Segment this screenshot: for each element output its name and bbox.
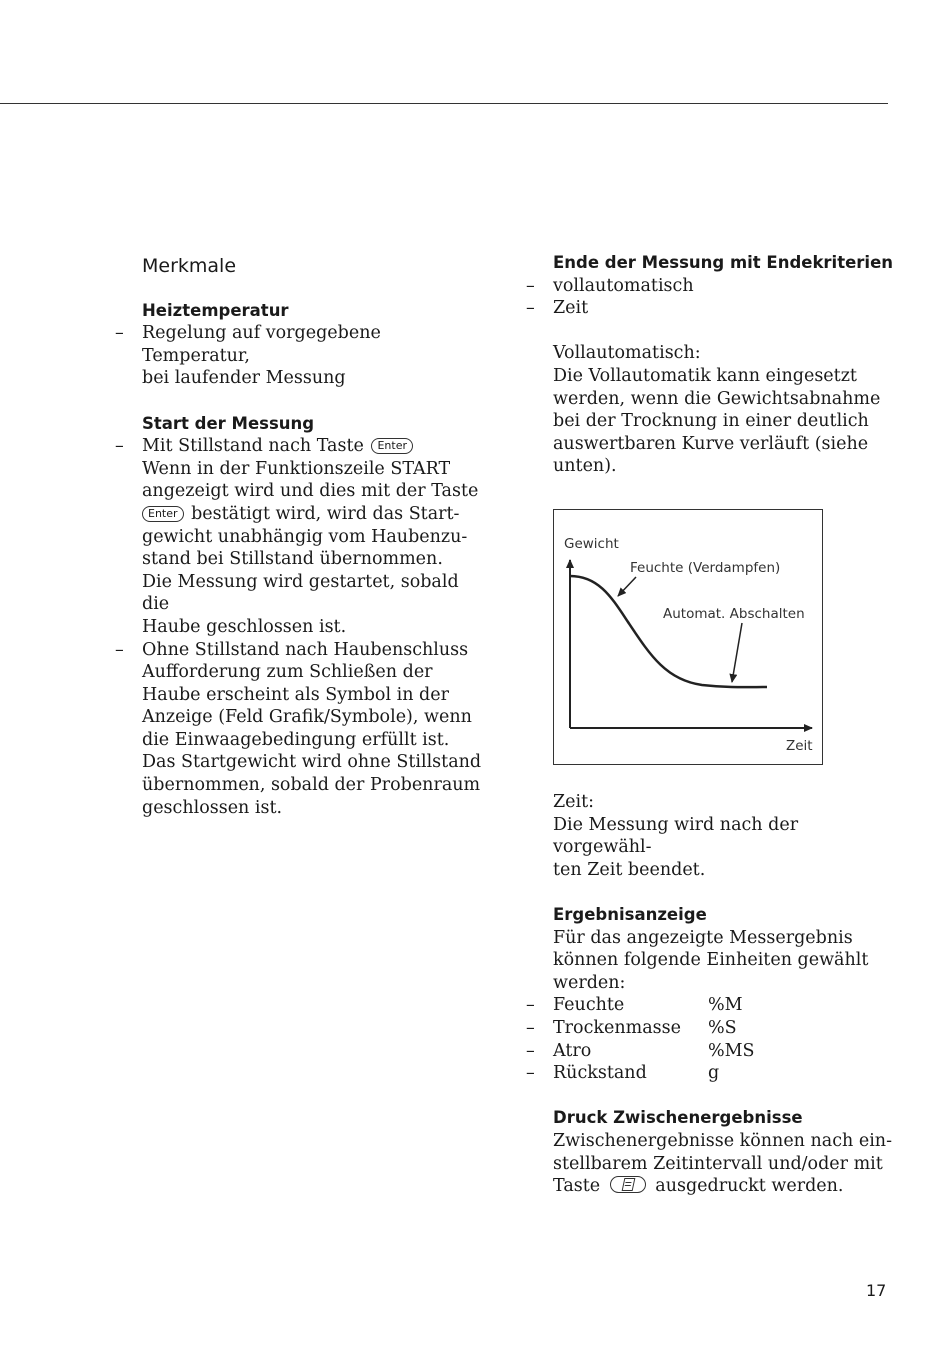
text-span: Mit Stillstand nach Taste <box>142 436 364 457</box>
unit-name: Trockenmasse <box>553 1017 681 1038</box>
text-line: stellbarem Zeitintervall und/oder mit <box>553 1153 883 1174</box>
annotation-abschalten: Automat. Abschalten <box>663 606 805 622</box>
list-item <box>526 297 898 320</box>
ergebnis-heading: Ergebnisanzeige <box>553 904 707 924</box>
x-axis-label: Zeit <box>786 738 813 754</box>
text-line: können folgende Einheiten gewählt <box>553 950 869 971</box>
unit-name: Feuchte <box>553 995 625 1016</box>
text-line: werden: <box>553 972 626 993</box>
arrow-abschalten <box>732 623 742 682</box>
unit-row <box>526 994 898 1017</box>
enter-key-icon: Enter <box>371 438 413 454</box>
text-line: bei der Trocknung in einer deutlich <box>553 411 869 432</box>
text-line: Die Vollautomatik kann eingesetzt <box>553 365 857 386</box>
text-line: Anzeige (Feld Grafik/Symbole), wenn <box>142 707 472 728</box>
list-item <box>526 275 898 298</box>
list-item <box>115 435 487 638</box>
y-axis-label: Gewicht <box>564 536 619 552</box>
text-line: gewicht unabhängig vom Haubenzu- <box>142 526 468 547</box>
text-line: Haube geschlossen ist. <box>142 616 347 637</box>
text-line: Aufforderung zum Schließen der <box>142 662 433 683</box>
druck-heading: Druck Zwischenergebnisse <box>553 1108 803 1128</box>
list-dash: – <box>526 1017 535 1038</box>
text-line: Die Messung wird nach der vorgewähl- <box>553 814 799 858</box>
text-line: übernommen, sobald der Probenraum <box>142 775 481 796</box>
list-dash: – <box>526 1063 535 1084</box>
text-line: Zwischenergebnisse können nach ein- <box>553 1130 892 1151</box>
text-line: geschlossen ist. <box>142 797 283 818</box>
text-line: werden, wenn die Gewichtsabnahme <box>553 388 881 409</box>
text-line <box>142 503 487 526</box>
unit-row <box>526 1062 898 1085</box>
start-heading: Start der Messung <box>142 413 315 433</box>
text-line: Regelung auf vorgegebene Temperatur, <box>142 323 381 366</box>
text-line: Haube erscheint als Symbol in der <box>142 684 449 705</box>
print-key-icon <box>610 1176 646 1193</box>
right-column-top <box>526 252 898 478</box>
text-line: die Einwaagebedingung erfüllt ist. <box>142 729 450 750</box>
text-span: Taste <box>553 1176 601 1197</box>
page-number: 17 <box>866 1281 887 1300</box>
unit-symbol: %M <box>708 995 743 1016</box>
list-dash: – <box>115 639 124 660</box>
text-line: Ohne Stillstand nach Haubenschluss <box>142 639 469 660</box>
text-line: Vollautomatisch: <box>553 343 701 364</box>
list-dash: – <box>526 298 535 319</box>
text-line: Zeit: <box>553 792 595 812</box>
unit-symbol: %MS <box>708 1040 755 1061</box>
text-line: Das Startgewicht wird ohne Stillstand <box>142 752 482 773</box>
text-line: stand bei Stillstand übernommen. <box>142 549 443 570</box>
text-line: auswertbaren Kurve verläuft (siehe <box>553 433 869 454</box>
text-line: Die Messung wird gestartet, sobald die <box>142 571 459 615</box>
drying-curve-figure <box>553 509 823 765</box>
text-line: angezeigt wird und dies mit der Taste <box>142 481 479 502</box>
left-column <box>115 252 487 819</box>
list-dash: – <box>526 995 535 1016</box>
text-line: vollautomatisch <box>553 275 694 296</box>
drying-curve <box>570 576 767 687</box>
text-line: ten Zeit beendet. <box>553 859 706 880</box>
text-line: unten). <box>553 456 617 477</box>
annotation-feuchte: Feuchte (Verdampfen) <box>630 560 781 576</box>
enter-key-icon: Enter <box>142 506 184 522</box>
heiztemperatur-heading: Heiztemperatur <box>142 300 289 320</box>
text-line: Zeit <box>553 298 589 319</box>
text-line: Für das angezeigte Messergebnis <box>553 927 853 948</box>
list-item <box>115 639 487 820</box>
unit-name: Atro <box>553 1040 592 1061</box>
list-dash: – <box>526 1040 535 1061</box>
text-line: Wenn in der Funktionszeile START <box>142 458 451 479</box>
unit-symbol: %S <box>708 1017 737 1038</box>
text-span: ausgedruckt werden. <box>655 1176 844 1197</box>
list-item <box>115 322 487 390</box>
arrow-feuchte <box>618 577 636 596</box>
text-span: bestätigt wird, wird das Start- <box>191 503 460 524</box>
text-line <box>142 435 487 458</box>
unit-name: Rückstand <box>553 1063 647 1084</box>
unit-row <box>526 1017 898 1040</box>
right-column-bottom <box>526 791 898 1198</box>
list-dash: – <box>115 323 124 344</box>
list-dash: – <box>526 275 535 296</box>
header-rule <box>0 103 888 104</box>
ende-heading: Ende der Messung mit Endekriterien <box>553 253 894 272</box>
unit-symbol: g <box>708 1063 720 1084</box>
drying-curve-svg <box>554 510 824 766</box>
list-dash: – <box>115 436 124 457</box>
unit-row <box>526 1040 898 1063</box>
section-heading: Merkmale <box>142 255 237 277</box>
text-line: bei laufender Messung <box>142 368 346 389</box>
text-line <box>553 1175 898 1198</box>
